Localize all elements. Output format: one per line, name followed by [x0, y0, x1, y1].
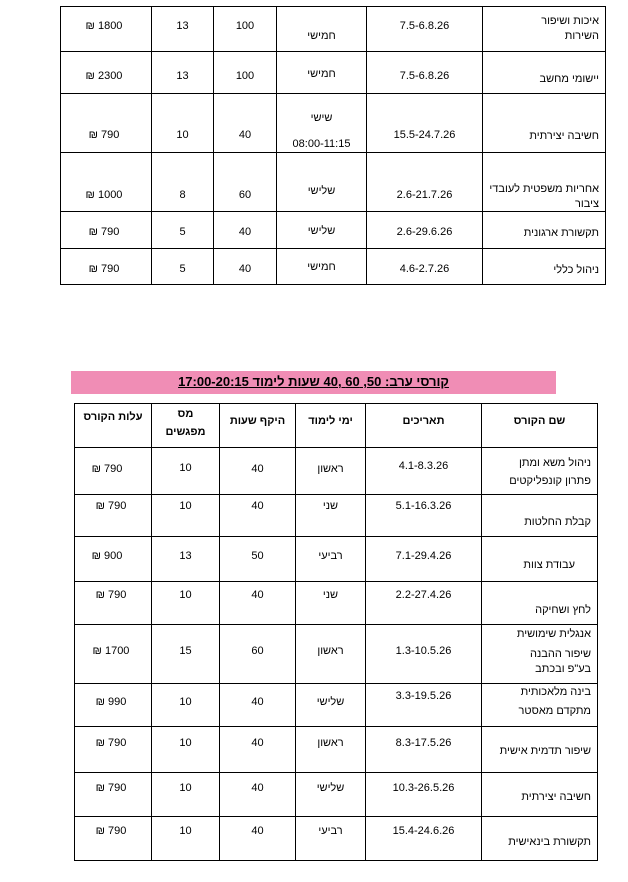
hours-cell: 40	[220, 582, 296, 625]
table-row	[61, 249, 606, 285]
table-row	[61, 7, 606, 52]
dates-cell: 2.2-27.4.26	[366, 582, 482, 625]
course-name-cell: יישומי מחשב	[483, 52, 606, 94]
evening-courses-table	[74, 403, 598, 861]
hours-cell: 40	[220, 448, 296, 495]
table-row	[75, 537, 598, 582]
meetings-cell: 13	[152, 52, 214, 94]
day-cell: שני	[296, 582, 366, 625]
day-cell: ראשון	[296, 727, 366, 773]
hours-cell: 40	[214, 249, 277, 285]
meetings-cell: 8	[152, 153, 214, 212]
hours-cell: 40	[220, 773, 296, 817]
meetings-cell: 10	[152, 773, 220, 817]
course-name-cell: לחץ ושחיקה	[482, 582, 598, 625]
cost-cell: 790 ₪	[75, 727, 152, 773]
dates-cell: 3.3-19.5.26	[366, 684, 482, 727]
table-row	[75, 448, 598, 495]
header-cost: עלות הקורס	[75, 404, 152, 448]
meetings-cell: 13	[152, 7, 214, 52]
table-row	[61, 153, 606, 212]
dates-cell: 5.1-16.3.26	[366, 495, 482, 537]
day-cell: שלישי	[277, 153, 367, 212]
dates-cell: 7.1-29.4.26	[366, 537, 482, 582]
header-hours: היקף שעות	[220, 404, 296, 448]
meetings-cell: 10	[152, 582, 220, 625]
dates-cell: 2.6-29.6.26	[367, 212, 483, 249]
meetings-cell: 13	[152, 537, 220, 582]
hours-cell: 40	[214, 212, 277, 249]
table-row	[61, 94, 606, 153]
meetings-cell: 10	[152, 495, 220, 537]
dates-cell: 1.3-10.5.26	[366, 625, 482, 684]
meetings-cell: 15	[152, 625, 220, 684]
hours-cell: 60	[214, 153, 277, 212]
cost-cell: 2300 ₪	[61, 52, 152, 94]
cost-cell: 900 ₪	[75, 537, 152, 582]
cost-cell: 1000 ₪	[61, 153, 152, 212]
dates-cell: 15.5-24.7.26	[367, 94, 483, 153]
meetings-cell: 10	[152, 817, 220, 861]
course-name-cell: איכות ושיפור השירות	[483, 7, 606, 52]
meetings-cell: 5	[152, 249, 214, 285]
cost-cell: 790 ₪	[75, 582, 152, 625]
hours-cell: 100	[214, 52, 277, 94]
cost-cell: 990 ₪	[75, 684, 152, 727]
cost-cell: 1700 ₪	[75, 625, 152, 684]
day-cell: שני	[296, 495, 366, 537]
course-name-cell: תקשורת ארגונית	[483, 212, 606, 249]
course-name-cell: קבלת החלטות	[482, 495, 598, 537]
table-row	[61, 52, 606, 94]
meetings-cell: 5	[152, 212, 214, 249]
cost-cell: 790 ₪	[61, 94, 152, 153]
cost-cell: 790 ₪	[75, 448, 152, 495]
day-cell: שישי 08:00-11:15	[277, 94, 367, 153]
dates-cell: 2.6-21.7.26	[367, 153, 483, 212]
meetings-cell: 10	[152, 727, 220, 773]
day-cell: ראשון	[296, 625, 366, 684]
header-course-name: שם הקורס	[482, 404, 598, 448]
cost-cell: 790 ₪	[61, 212, 152, 249]
course-name-cell: אחריות משפטית לעובדי ציבור	[483, 153, 606, 212]
day-cell: ראשון	[296, 448, 366, 495]
course-name-cell: בינה מלאכותית מתקדם מאסטר	[482, 684, 598, 727]
course-name-cell: חשיבה יצירתית	[482, 773, 598, 817]
evening-courses-banner	[71, 371, 556, 394]
course-name-cell: ניהול כללי	[483, 249, 606, 285]
course-name-cell: אנגלית שימושית שיפור ההבנה בע"פ ובכתב	[482, 625, 598, 684]
day-cell: שלישי	[277, 212, 367, 249]
banner-title: קורסי ערב: 50, 60 ,40 שעות לימוד 17:00-20:15	[178, 374, 449, 389]
daytime-courses-table	[60, 6, 606, 285]
day-cell: חמישי	[277, 52, 367, 94]
hours-cell: 40	[214, 94, 277, 153]
table-row	[61, 212, 606, 249]
header-row	[75, 404, 598, 448]
hours-cell: 100	[214, 7, 277, 52]
day-cell: שלישי	[296, 773, 366, 817]
dates-cell: 15.4-24.6.26	[366, 817, 482, 861]
dates-cell: 4.1-8.3.26	[366, 448, 482, 495]
course-name-cell: ניהול משא ומתן פתרון קונפליקטים	[482, 448, 598, 495]
cost-cell: 790 ₪	[75, 495, 152, 537]
meetings-cell: 10	[152, 448, 220, 495]
day-cell: רביעי	[296, 817, 366, 861]
header-days: ימי לימוד	[296, 404, 366, 448]
cost-cell: 1800 ₪	[61, 7, 152, 52]
header-meetings: מס מפגשים	[152, 404, 220, 448]
dates-cell: 7.5-6.8.26	[367, 52, 483, 94]
table-row	[75, 495, 598, 537]
cost-cell: 790 ₪	[75, 817, 152, 861]
dates-cell: 4.6-2.7.26	[367, 249, 483, 285]
hours-cell: 40	[220, 684, 296, 727]
dates-cell: 8.3-17.5.26	[366, 727, 482, 773]
cost-cell: 790 ₪	[61, 249, 152, 285]
course-name-cell: עבודת צוות	[482, 537, 598, 582]
meetings-cell: 10	[152, 94, 214, 153]
meetings-cell: 10	[152, 684, 220, 727]
table-row	[75, 684, 598, 727]
day-cell: חמישי	[277, 249, 367, 285]
day-cell: שלישי	[296, 684, 366, 727]
cost-cell: 790 ₪	[75, 773, 152, 817]
dates-cell: 7.5-6.8.26	[367, 7, 483, 52]
hours-cell: 40	[220, 727, 296, 773]
course-name-cell: שיפור תדמית אישית	[482, 727, 598, 773]
hours-cell: 60	[220, 625, 296, 684]
table-row	[75, 727, 598, 773]
day-cell: חמישי	[277, 7, 367, 52]
header-dates: תאריכים	[366, 404, 482, 448]
hours-cell: 40	[220, 495, 296, 537]
course-name-cell: חשיבה יצירתית	[483, 94, 606, 153]
dates-cell: 10.3-26.5.26	[366, 773, 482, 817]
table-row	[75, 773, 598, 817]
hours-cell: 50	[220, 537, 296, 582]
table-row	[75, 817, 598, 861]
day-cell: רביעי	[296, 537, 366, 582]
table-row	[75, 625, 598, 684]
table-row	[75, 582, 598, 625]
course-name-cell: תקשורת בינאישית	[482, 817, 598, 861]
hours-cell: 40	[220, 817, 296, 861]
